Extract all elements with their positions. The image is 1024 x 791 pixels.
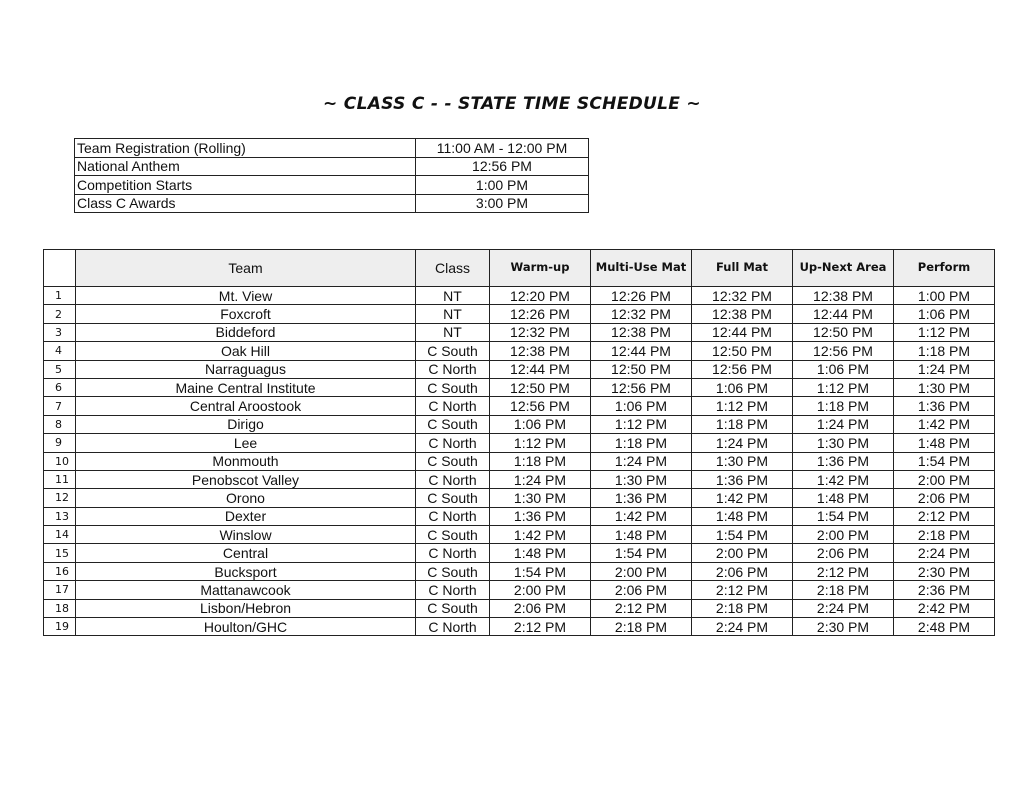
up-next-area-cell: 12:56 PM — [793, 342, 894, 360]
class-cell: NT — [416, 287, 490, 305]
full-mat-cell: 1:18 PM — [692, 415, 793, 433]
warm-up-cell: 12:50 PM — [490, 378, 591, 396]
table-row — [44, 434, 995, 452]
row-number: 16 — [44, 562, 76, 580]
row-number: 3 — [44, 323, 76, 341]
schedule-table — [43, 249, 995, 636]
class-cell: NT — [416, 323, 490, 341]
up-next-area-cell: 1:42 PM — [793, 470, 894, 488]
up-next-area-cell: 1:06 PM — [793, 360, 894, 378]
header-full-mat: Full Mat — [692, 250, 793, 287]
row-number: 10 — [44, 452, 76, 470]
multi-use-mat-cell: 1:18 PM — [591, 434, 692, 452]
full-mat-cell: 1:30 PM — [692, 452, 793, 470]
warm-up-cell: 2:12 PM — [490, 618, 591, 636]
full-mat-cell: 2:12 PM — [692, 581, 793, 599]
header-perform: Perform — [894, 250, 995, 287]
summary-row — [75, 157, 589, 176]
multi-use-mat-cell: 1:24 PM — [591, 452, 692, 470]
team-cell: Dexter — [76, 507, 416, 525]
full-mat-cell: 12:56 PM — [692, 360, 793, 378]
team-cell: Central — [76, 544, 416, 562]
table-row — [44, 415, 995, 433]
class-cell: C South — [416, 562, 490, 580]
multi-use-mat-cell: 1:36 PM — [591, 489, 692, 507]
table-row — [44, 599, 995, 617]
full-mat-cell: 1:12 PM — [692, 397, 793, 415]
header-multi-use-mat: Multi-Use Mat — [591, 250, 692, 287]
multi-use-mat-cell: 2:12 PM — [591, 599, 692, 617]
row-number: 7 — [44, 397, 76, 415]
summary-row — [75, 176, 589, 195]
team-cell: Lee — [76, 434, 416, 452]
summary-value: 3:00 PM — [416, 194, 589, 213]
class-cell: C South — [416, 526, 490, 544]
perform-cell: 1:06 PM — [894, 305, 995, 323]
row-number: 13 — [44, 507, 76, 525]
full-mat-cell: 2:00 PM — [692, 544, 793, 562]
perform-cell: 2:42 PM — [894, 599, 995, 617]
warm-up-cell: 12:44 PM — [490, 360, 591, 378]
perform-cell: 2:00 PM — [894, 470, 995, 488]
multi-use-mat-cell: 12:56 PM — [591, 378, 692, 396]
perform-cell: 1:42 PM — [894, 415, 995, 433]
summary-label: Competition Starts — [75, 176, 416, 195]
row-number: 15 — [44, 544, 76, 562]
warm-up-cell: 12:32 PM — [490, 323, 591, 341]
multi-use-mat-cell: 12:26 PM — [591, 287, 692, 305]
multi-use-mat-cell: 2:18 PM — [591, 618, 692, 636]
team-cell: Winslow — [76, 526, 416, 544]
up-next-area-cell: 1:30 PM — [793, 434, 894, 452]
full-mat-cell: 1:54 PM — [692, 526, 793, 544]
warm-up-cell: 1:18 PM — [490, 452, 591, 470]
perform-cell: 2:18 PM — [894, 526, 995, 544]
full-mat-cell: 1:42 PM — [692, 489, 793, 507]
row-number: 14 — [44, 526, 76, 544]
table-row — [44, 397, 995, 415]
summary-label: Class C Awards — [75, 194, 416, 213]
up-next-area-cell: 2:24 PM — [793, 599, 894, 617]
summary-value: 1:00 PM — [416, 176, 589, 195]
row-number: 1 — [44, 287, 76, 305]
full-mat-cell: 12:44 PM — [692, 323, 793, 341]
perform-cell: 2:24 PM — [894, 544, 995, 562]
up-next-area-cell: 2:18 PM — [793, 581, 894, 599]
perform-cell: 1:36 PM — [894, 397, 995, 415]
full-mat-cell: 1:06 PM — [692, 378, 793, 396]
full-mat-cell: 12:50 PM — [692, 342, 793, 360]
summary-row — [75, 194, 589, 213]
class-cell: C North — [416, 544, 490, 562]
team-cell: Orono — [76, 489, 416, 507]
page-title: ~ CLASS C - - STATE TIME SCHEDULE ~ — [323, 94, 701, 114]
full-mat-cell: 1:48 PM — [692, 507, 793, 525]
header-warm-up: Warm-up — [490, 250, 591, 287]
table-row — [44, 342, 995, 360]
multi-use-mat-cell: 12:50 PM — [591, 360, 692, 378]
summary-label: Team Registration (Rolling) — [75, 139, 416, 158]
class-cell: C South — [416, 342, 490, 360]
table-row — [44, 305, 995, 323]
team-cell: Foxcroft — [76, 305, 416, 323]
full-mat-cell: 12:38 PM — [692, 305, 793, 323]
multi-use-mat-cell: 1:30 PM — [591, 470, 692, 488]
summary-row — [75, 139, 589, 158]
warm-up-cell: 1:30 PM — [490, 489, 591, 507]
perform-cell: 1:54 PM — [894, 452, 995, 470]
table-row — [44, 323, 995, 341]
table-row — [44, 526, 995, 544]
up-next-area-cell: 1:24 PM — [793, 415, 894, 433]
table-row — [44, 489, 995, 507]
perform-cell: 1:48 PM — [894, 434, 995, 452]
up-next-area-cell: 1:18 PM — [793, 397, 894, 415]
multi-use-mat-cell: 1:42 PM — [591, 507, 692, 525]
multi-use-mat-cell: 12:38 PM — [591, 323, 692, 341]
team-cell: Bucksport — [76, 562, 416, 580]
warm-up-cell: 2:06 PM — [490, 599, 591, 617]
up-next-area-cell: 1:48 PM — [793, 489, 894, 507]
multi-use-mat-cell: 12:44 PM — [591, 342, 692, 360]
multi-use-mat-cell: 1:12 PM — [591, 415, 692, 433]
perform-cell: 2:30 PM — [894, 562, 995, 580]
table-row — [44, 470, 995, 488]
warm-up-cell: 12:20 PM — [490, 287, 591, 305]
row-number: 19 — [44, 618, 76, 636]
perform-cell: 1:30 PM — [894, 378, 995, 396]
team-cell: Houlton/GHC — [76, 618, 416, 636]
warm-up-cell: 12:38 PM — [490, 342, 591, 360]
warm-up-cell: 1:24 PM — [490, 470, 591, 488]
warm-up-cell: 1:06 PM — [490, 415, 591, 433]
up-next-area-cell: 2:12 PM — [793, 562, 894, 580]
full-mat-cell: 1:24 PM — [692, 434, 793, 452]
team-cell: Mt. View — [76, 287, 416, 305]
row-number: 11 — [44, 470, 76, 488]
multi-use-mat-cell: 1:48 PM — [591, 526, 692, 544]
warm-up-cell: 1:12 PM — [490, 434, 591, 452]
warm-up-cell: 1:54 PM — [490, 562, 591, 580]
table-row — [44, 544, 995, 562]
table-row — [44, 507, 995, 525]
multi-use-mat-cell: 1:06 PM — [591, 397, 692, 415]
perform-cell: 2:48 PM — [894, 618, 995, 636]
schedule-header-row — [44, 250, 995, 287]
header-team: Team — [76, 250, 416, 287]
summary-label: National Anthem — [75, 157, 416, 176]
row-number: 4 — [44, 342, 76, 360]
table-row — [44, 581, 995, 599]
full-mat-cell: 2:06 PM — [692, 562, 793, 580]
multi-use-mat-cell: 1:54 PM — [591, 544, 692, 562]
class-cell: C South — [416, 378, 490, 396]
table-row — [44, 562, 995, 580]
warm-up-cell: 12:56 PM — [490, 397, 591, 415]
summary-value: 11:00 AM - 12:00 PM — [416, 139, 589, 158]
up-next-area-cell: 12:38 PM — [793, 287, 894, 305]
full-mat-cell: 2:18 PM — [692, 599, 793, 617]
class-cell: C North — [416, 397, 490, 415]
class-cell: C North — [416, 360, 490, 378]
row-number: 5 — [44, 360, 76, 378]
class-cell: NT — [416, 305, 490, 323]
team-cell: Penobscot Valley — [76, 470, 416, 488]
warm-up-cell: 1:42 PM — [490, 526, 591, 544]
team-cell: Mattanawcook — [76, 581, 416, 599]
up-next-area-cell: 12:50 PM — [793, 323, 894, 341]
team-cell: Maine Central Institute — [76, 378, 416, 396]
multi-use-mat-cell: 2:06 PM — [591, 581, 692, 599]
perform-cell: 2:06 PM — [894, 489, 995, 507]
row-number: 12 — [44, 489, 76, 507]
multi-use-mat-cell: 2:00 PM — [591, 562, 692, 580]
team-cell: Monmouth — [76, 452, 416, 470]
header-row-number — [44, 250, 76, 287]
up-next-area-cell: 2:06 PM — [793, 544, 894, 562]
header-class: Class — [416, 250, 490, 287]
table-row — [44, 360, 995, 378]
full-mat-cell: 2:24 PM — [692, 618, 793, 636]
team-cell: Narraguagus — [76, 360, 416, 378]
perform-cell: 1:24 PM — [894, 360, 995, 378]
table-row — [44, 618, 995, 636]
row-number: 2 — [44, 305, 76, 323]
summary-value: 12:56 PM — [416, 157, 589, 176]
full-mat-cell: 12:32 PM — [692, 287, 793, 305]
class-cell: C South — [416, 489, 490, 507]
team-cell: Dirigo — [76, 415, 416, 433]
table-row — [44, 287, 995, 305]
class-cell: C North — [416, 507, 490, 525]
class-cell: C South — [416, 452, 490, 470]
team-cell: Oak Hill — [76, 342, 416, 360]
class-cell: C South — [416, 599, 490, 617]
up-next-area-cell: 12:44 PM — [793, 305, 894, 323]
table-row — [44, 452, 995, 470]
team-cell: Lisbon/Hebron — [76, 599, 416, 617]
header-up-next-area: Up-Next Area — [793, 250, 894, 287]
team-cell: Biddeford — [76, 323, 416, 341]
up-next-area-cell: 2:00 PM — [793, 526, 894, 544]
perform-cell: 1:18 PM — [894, 342, 995, 360]
multi-use-mat-cell: 12:32 PM — [591, 305, 692, 323]
warm-up-cell: 12:26 PM — [490, 305, 591, 323]
warm-up-cell: 1:36 PM — [490, 507, 591, 525]
up-next-area-cell: 1:36 PM — [793, 452, 894, 470]
up-next-area-cell: 2:30 PM — [793, 618, 894, 636]
up-next-area-cell: 1:12 PM — [793, 378, 894, 396]
perform-cell: 2:12 PM — [894, 507, 995, 525]
up-next-area-cell: 1:54 PM — [793, 507, 894, 525]
class-cell: C North — [416, 470, 490, 488]
class-cell: C North — [416, 434, 490, 452]
row-number: 9 — [44, 434, 76, 452]
class-cell: C North — [416, 581, 490, 599]
perform-cell: 1:12 PM — [894, 323, 995, 341]
perform-cell: 1:00 PM — [894, 287, 995, 305]
class-cell: C South — [416, 415, 490, 433]
table-row — [44, 378, 995, 396]
row-number: 8 — [44, 415, 76, 433]
class-cell: C North — [416, 618, 490, 636]
row-number: 17 — [44, 581, 76, 599]
team-cell: Central Aroostook — [76, 397, 416, 415]
row-number: 6 — [44, 378, 76, 396]
perform-cell: 2:36 PM — [894, 581, 995, 599]
warm-up-cell: 1:48 PM — [490, 544, 591, 562]
warm-up-cell: 2:00 PM — [490, 581, 591, 599]
full-mat-cell: 1:36 PM — [692, 470, 793, 488]
summary-table — [74, 138, 589, 213]
row-number: 18 — [44, 599, 76, 617]
